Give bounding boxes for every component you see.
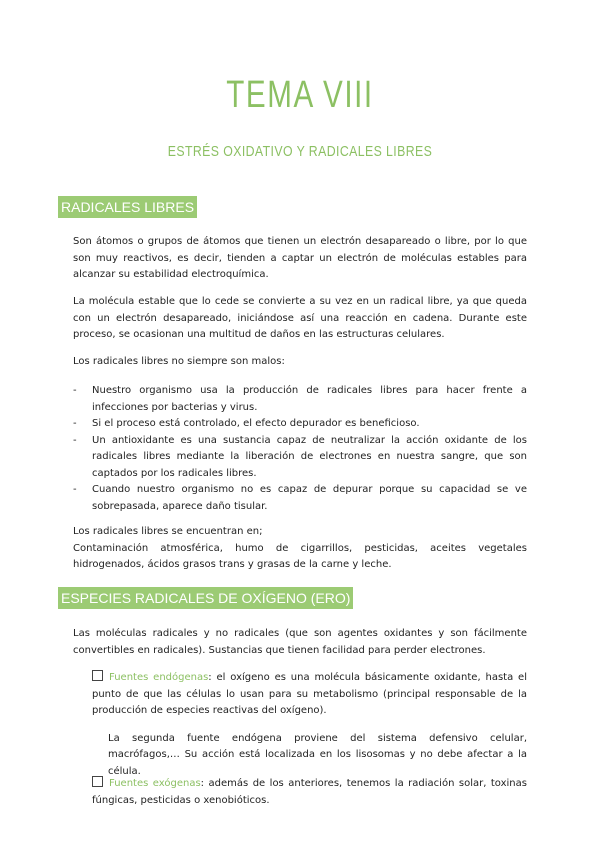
item-label: Fuentes endógenas — [109, 672, 209, 683]
checkbox[interactable] — [92, 670, 103, 681]
list-item: - Si el proceso está controlado, el efecto depurador es beneficioso. — [73, 416, 527, 433]
checklist-item-endogenas — [92, 670, 527, 780]
checkbox[interactable] — [92, 776, 103, 787]
paragraph: La molécula estable que lo cede se convierte a su vez en un radical libre, ya que queda con un electrón desapareado, iniciándose así una reacción en cadena. Durante este proceso, se ocasionan una multitud de daños en las estructuras celulares. — [73, 296, 527, 340]
paragraph — [73, 524, 527, 574]
checklist-item-exogenas — [92, 776, 527, 809]
item-extra-text: La segunda fuente endógena proviene del sistema defensivo celular, macrófagos,… Su acción está localizada en los lisosomas y no debe afectar a la célula. — [108, 732, 527, 777]
paragraph: Los radicales libres no siempre son malos: — [73, 356, 285, 367]
page-subtitle: ESTRÉS OXIDATIVO Y RADICALES LIBRES — [167, 143, 433, 160]
item-text: : el oxígeno es una molécula básicamente oxidante, hasta el punto de que las células lo usan para su metabolismo (principal responsable de la producción de especies reactivas del oxígeno). — [92, 672, 527, 716]
section-heading-radicales-libres: RADICALES LIBRES — [58, 196, 197, 218]
item-label: Fuentes exógenas — [109, 778, 201, 789]
list-item: - Nuestro organismo usa la producción de radicales libres para hacer frente a infecciones por bacterias y virus. — [73, 383, 527, 416]
item-text: : además de los anteriores, tenemos la radiación solar, toxinas fúngicas, pesticidas o xenobióticos. — [92, 778, 527, 806]
section-heading-especies-radicales: ESPECIES RADICALES DE OXÍGENO (ERO) — [58, 587, 353, 609]
page-title: TEMA VIII — [226, 74, 374, 116]
paragraph: Son átomos o grupos de átomos que tienen un electrón desapareado o libre, por lo que son muy reactivos, es decir, tienden a captar un electrón de moléculas estables para alcanzar su estabilidad electroquímica. — [73, 236, 527, 280]
list-item: - Un antioxidante es una sustancia capaz de neutralizar la acción oxidante de los radicales libres mediante la liberación de electrones en nuestra sangre, que son captados por los radicales libres. — [73, 433, 527, 483]
paragraph-line: Los radicales libres se encuentran en; — [73, 526, 263, 537]
paragraph: Las moléculas radicales y no radicales (que son agentes oxidantes y son fácilmente convertibles en radicales). Sustancias que tienen facilidad para perder electrones. — [73, 628, 527, 656]
list-item: - Cuando nuestro organismo no es capaz de depurar porque su capacidad se ve sobrepasada, aparece daño tisular. — [73, 482, 527, 515]
paragraph-line: Contaminación atmosférica, humo de cigarrillos, pesticidas, aceites vegetales hidrogenados, ácidos grasos trans y grasas de la carne y leche. — [73, 542, 527, 570]
bullet-list — [73, 383, 527, 515]
